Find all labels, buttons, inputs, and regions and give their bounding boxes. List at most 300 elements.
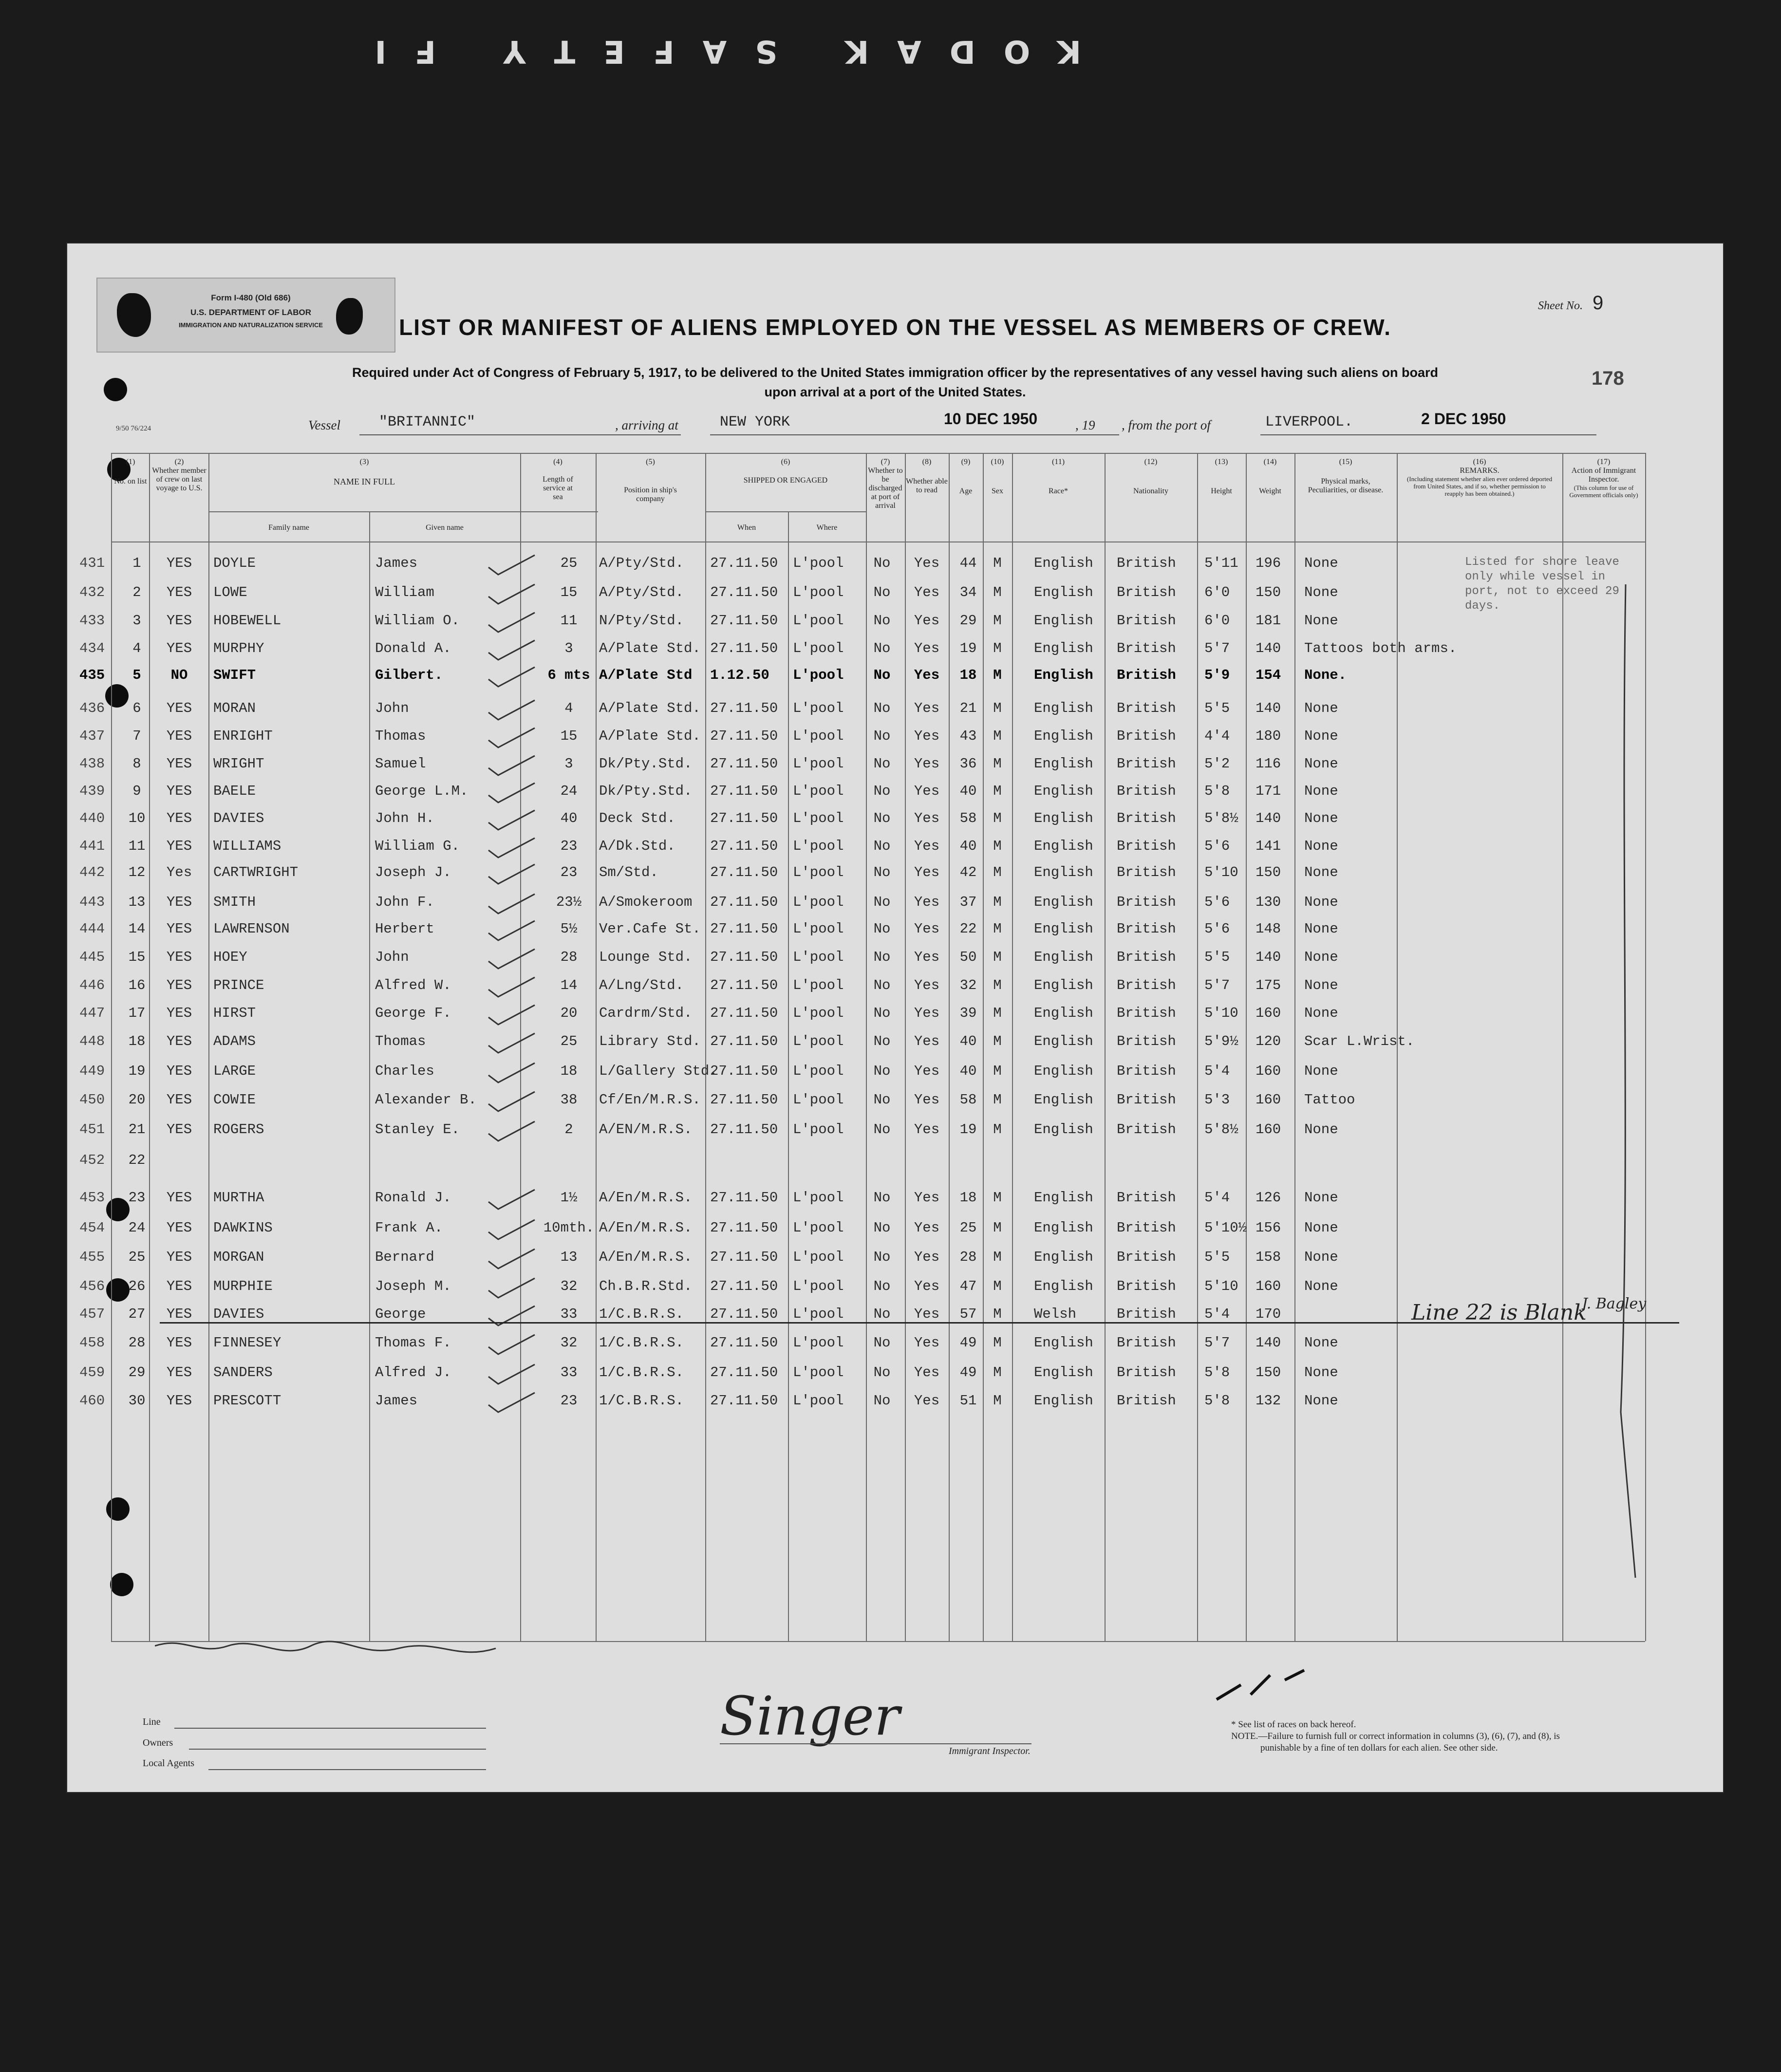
shipped-when: 27.11.50 <box>710 1393 778 1409</box>
nationality: British <box>1117 1306 1176 1322</box>
age: 47 <box>959 1278 977 1294</box>
previous-voyage: YES <box>166 613 192 629</box>
shipped-where: L'pool <box>793 838 844 854</box>
nationality: British <box>1117 977 1176 993</box>
shipped-where: L'pool <box>793 864 844 880</box>
list-line-number: 453 <box>79 1190 105 1206</box>
nationality: British <box>1117 756 1176 772</box>
given-name: Samuel <box>375 756 426 772</box>
length-of-service: 25 <box>560 555 578 571</box>
underline <box>208 1769 486 1770</box>
weight: 148 <box>1256 921 1281 937</box>
checkmark-icon <box>486 698 540 722</box>
sheet-number-label: Sheet No. <box>1538 299 1583 312</box>
checkmark-icon <box>486 610 540 635</box>
ship-position: 1/C.B.R.S. <box>599 1364 684 1381</box>
given-name: Joseph M. <box>375 1278 451 1294</box>
age: 49 <box>959 1364 977 1381</box>
able-to-read: Yes <box>914 1033 940 1049</box>
ship-position: Cf/En/M.R.S. <box>599 1092 701 1108</box>
weight: 156 <box>1256 1220 1281 1236</box>
list-line-number: 457 <box>79 1306 105 1322</box>
weight: 140 <box>1256 810 1281 826</box>
table-row <box>67 1152 1723 1186</box>
shipped-when: 27.11.50 <box>710 1249 778 1265</box>
header-col9: (9) Age <box>959 458 973 495</box>
able-to-read: Yes <box>914 1249 940 1265</box>
length-of-service: 33 <box>560 1306 578 1322</box>
age: 19 <box>959 1121 977 1138</box>
shipped-where: L'pool <box>793 1278 844 1294</box>
ship-position: A/Plate Std. <box>599 728 701 744</box>
nationality: British <box>1117 555 1176 571</box>
shipped-when: 27.11.50 <box>710 1190 778 1206</box>
ship-position: A/Pty/Std. <box>599 584 684 600</box>
age: 57 <box>959 1306 977 1322</box>
row-number: 21 <box>128 1121 146 1138</box>
physical-marks: None <box>1304 1190 1338 1206</box>
weight: 160 <box>1256 1005 1281 1021</box>
discharged: No <box>873 756 891 772</box>
punch-hole <box>110 1573 133 1596</box>
able-to-read: Yes <box>914 894 940 910</box>
discharged: No <box>873 1033 891 1049</box>
race: English <box>1034 756 1093 772</box>
able-to-read: Yes <box>914 756 940 772</box>
able-to-read: Yes <box>914 864 940 880</box>
checkmark-icon <box>486 1217 540 1242</box>
able-to-read: Yes <box>914 1121 940 1138</box>
family-name: DOYLE <box>213 555 256 571</box>
row-number: 27 <box>128 1306 146 1322</box>
age: 29 <box>959 613 977 629</box>
weight: 175 <box>1256 977 1281 993</box>
age: 44 <box>959 555 977 571</box>
sex: M <box>993 1005 1002 1021</box>
list-line-number: 455 <box>79 1249 105 1265</box>
sex: M <box>993 1306 1002 1322</box>
discharged: No <box>873 1005 891 1021</box>
family-name: BAELE <box>213 783 256 799</box>
physical-marks: None <box>1304 1393 1338 1409</box>
sex: M <box>993 1278 1002 1294</box>
form-code: 9/50 76/224 <box>116 425 151 432</box>
length-of-service: 24 <box>560 783 578 799</box>
sex: M <box>993 1190 1002 1206</box>
nationality: British <box>1117 640 1176 656</box>
sex: M <box>993 838 1002 854</box>
height: 5'11 <box>1204 555 1238 571</box>
physical-marks: None <box>1304 1249 1338 1265</box>
ship-position: A/Plate Std. <box>599 700 701 716</box>
row-number: 16 <box>128 977 146 993</box>
nationality: British <box>1117 921 1176 937</box>
checkmark-icon <box>486 753 540 778</box>
row-number: 19 <box>128 1063 146 1079</box>
race: English <box>1034 1190 1093 1206</box>
sex: M <box>993 864 1002 880</box>
checkmark-icon <box>486 918 540 943</box>
sex: M <box>993 810 1002 826</box>
previous-voyage: YES <box>166 838 192 854</box>
shipped-when: 27.11.50 <box>710 894 778 910</box>
ship-position: Lounge Std. <box>599 949 693 965</box>
nationality: British <box>1117 1033 1176 1049</box>
weight: 150 <box>1256 584 1281 600</box>
row-number: 22 <box>128 1152 146 1168</box>
race: English <box>1034 1063 1093 1079</box>
given-name: George L.M. <box>375 783 469 799</box>
checkmark-icon <box>486 1187 540 1212</box>
age: 18 <box>959 1190 977 1206</box>
previous-voyage: Yes <box>166 864 192 880</box>
header-where: Where <box>816 523 838 532</box>
discharged: No <box>873 1278 891 1294</box>
height: 5'10 <box>1204 864 1238 880</box>
sex: M <box>993 640 1002 656</box>
header-bottom-rule <box>111 541 1645 542</box>
family-name: ROGERS <box>213 1121 264 1138</box>
able-to-read: Yes <box>914 555 940 571</box>
given-name: Stanley E. <box>375 1121 460 1138</box>
height: 5'6 <box>1204 894 1230 910</box>
discharged: No <box>873 1190 891 1206</box>
length-of-service: 38 <box>560 1092 578 1108</box>
ship-position: N/Pty/Std. <box>599 613 684 629</box>
age: 39 <box>959 1005 977 1021</box>
shipped-where: L'pool <box>793 640 844 656</box>
able-to-read: Yes <box>914 810 940 826</box>
race: English <box>1034 1335 1093 1351</box>
table-row <box>67 1033 1723 1067</box>
nationality: British <box>1117 613 1176 629</box>
list-line-number: 447 <box>79 1005 105 1021</box>
footnote-penalty-cont: punishable by a fine of ten dollars for each alien. See other side. <box>1260 1743 1498 1753</box>
sex: M <box>993 1033 1002 1049</box>
list-line-number: 436 <box>79 700 105 716</box>
able-to-read: Yes <box>914 1364 940 1381</box>
length-of-service: 6 mts <box>547 667 590 683</box>
given-name: John F. <box>375 894 434 910</box>
race: English <box>1034 894 1093 910</box>
race: English <box>1034 1121 1093 1138</box>
underline <box>359 434 681 435</box>
able-to-read: Yes <box>914 613 940 629</box>
age: 42 <box>959 864 977 880</box>
family-name: LOWE <box>213 584 247 600</box>
race: English <box>1034 949 1093 965</box>
nationality: British <box>1117 1092 1176 1108</box>
discharged: No <box>873 700 891 716</box>
shipped-when: 27.11.50 <box>710 1092 778 1108</box>
race: English <box>1034 1364 1093 1381</box>
race: English <box>1034 1249 1093 1265</box>
shipped-when: 27.11.50 <box>710 921 778 937</box>
row-number: 2 <box>132 584 141 600</box>
family-name: CARTWRIGHT <box>213 864 299 880</box>
age: 18 <box>959 667 977 683</box>
length-of-service: 32 <box>560 1335 578 1351</box>
able-to-read: Yes <box>914 667 940 683</box>
row-number: 29 <box>128 1364 146 1381</box>
race: English <box>1034 640 1093 656</box>
given-name: Alfred W. <box>375 977 451 993</box>
previous-voyage: YES <box>166 555 192 571</box>
row-number: 4 <box>132 640 141 656</box>
nationality: British <box>1117 728 1176 744</box>
departure-port: LIVERPOOL. <box>1265 414 1353 430</box>
weight: 160 <box>1256 1278 1281 1294</box>
list-line-number: 454 <box>79 1220 105 1236</box>
shipped-when: 27.11.50 <box>710 756 778 772</box>
height: 5'4 <box>1204 1190 1230 1206</box>
list-line-number: 450 <box>79 1092 105 1108</box>
race: English <box>1034 667 1093 683</box>
inspector-signature: Singer <box>720 1685 900 1747</box>
ship-position: A/Plate Std. <box>599 640 701 656</box>
checkmark-icon <box>486 947 540 971</box>
ship-position: Cardrm/Std. <box>599 1005 693 1021</box>
discharged: No <box>873 1335 891 1351</box>
shipped-where: L'pool <box>793 1306 844 1322</box>
able-to-read: Yes <box>914 1393 940 1409</box>
shipped-when: 27.11.50 <box>710 864 778 880</box>
given-name: Ronald J. <box>375 1190 451 1206</box>
height: 5'5 <box>1204 1249 1230 1265</box>
shipped-where: L'pool <box>793 1092 844 1108</box>
height: 5'8 <box>1204 1393 1230 1409</box>
checkmark-icon <box>486 1247 540 1271</box>
able-to-read: Yes <box>914 921 940 937</box>
able-to-read: Yes <box>914 1063 940 1079</box>
list-line-number: 440 <box>79 810 105 826</box>
ship-position: L/Gallery Std. <box>599 1063 718 1079</box>
underline <box>174 1728 486 1729</box>
nationality: British <box>1117 783 1176 799</box>
race: English <box>1034 1092 1093 1108</box>
checkmark-icon <box>486 1276 540 1300</box>
previous-voyage: YES <box>166 700 192 716</box>
header-when: When <box>737 523 756 532</box>
nationality: British <box>1117 810 1176 826</box>
discharged: No <box>873 864 891 880</box>
row-number: 14 <box>128 921 146 937</box>
header-col8: (8) Whether able to read <box>906 458 948 494</box>
length-of-service: 33 <box>560 1364 578 1381</box>
age: 34 <box>959 584 977 600</box>
discharged: No <box>873 838 891 854</box>
height: 5'8 <box>1204 783 1230 799</box>
length-of-service: 23 <box>560 838 578 854</box>
length-of-service: 14 <box>560 977 578 993</box>
weight: 160 <box>1256 1063 1281 1079</box>
table-row <box>67 667 1723 701</box>
able-to-read: Yes <box>914 1306 940 1322</box>
vessel-name: "BRITANNIC" <box>379 414 476 430</box>
age: 32 <box>959 977 977 993</box>
signature-underline <box>720 1743 1031 1744</box>
discharged: No <box>873 728 891 744</box>
row-number: 17 <box>128 1005 146 1021</box>
header-col12: (12) Nationality <box>1133 458 1168 495</box>
shipped-where: L'pool <box>793 949 844 965</box>
family-name: HIRST <box>213 1005 256 1021</box>
underline <box>1260 434 1596 435</box>
header-col13: (13) Height <box>1211 458 1232 495</box>
header-family-name: Family name <box>268 523 309 532</box>
header-col10: (10) Sex <box>991 458 1004 495</box>
previous-voyage: YES <box>166 1092 192 1108</box>
discharged: No <box>873 1121 891 1138</box>
physical-marks: None <box>1304 1364 1338 1381</box>
sex: M <box>993 667 1002 683</box>
checkmark-icon <box>486 781 540 805</box>
ship-position: Ver.Cafe St. <box>599 921 701 937</box>
header-col16: (16) REMARKS. (Including statement whether alien ever ordered deported from United States, and if so, whether permission to reapply has been obtained.) <box>1406 458 1553 497</box>
race: English <box>1034 783 1093 799</box>
previous-voyage: YES <box>166 1220 192 1236</box>
family-name: PRESCOTT <box>213 1393 281 1409</box>
race: English <box>1034 555 1093 571</box>
age: 25 <box>959 1220 977 1236</box>
previous-voyage: YES <box>166 921 192 937</box>
inspector-initials: J. Bagley <box>1582 1295 1647 1312</box>
row-number: 30 <box>128 1393 146 1409</box>
list-line-number: 434 <box>79 640 105 656</box>
family-name: PRINCE <box>213 977 264 993</box>
shipped-when: 27.11.50 <box>710 838 778 854</box>
family-name: WILLIAMS <box>213 838 281 854</box>
family-name: DAWKINS <box>213 1220 273 1236</box>
shipped-when: 27.11.50 <box>710 728 778 744</box>
previous-voyage: YES <box>166 1033 192 1049</box>
height: 5'3 <box>1204 1092 1230 1108</box>
footnote-races: * See list of races on back hereof. <box>1231 1719 1356 1730</box>
weight: 180 <box>1256 728 1281 744</box>
row-number: 8 <box>132 756 141 772</box>
age: 49 <box>959 1335 977 1351</box>
row-number: 10 <box>128 810 146 826</box>
row-number: 24 <box>128 1220 146 1236</box>
able-to-read: Yes <box>914 949 940 965</box>
family-name: SWIFT <box>213 667 256 683</box>
row-number: 28 <box>128 1335 146 1351</box>
shipped-when: 27.11.50 <box>710 810 778 826</box>
age: 21 <box>959 700 977 716</box>
shipped-subheader-rule <box>705 511 866 512</box>
previous-voyage: YES <box>166 640 192 656</box>
discharged: No <box>873 894 891 910</box>
checkmark-icon <box>486 1119 540 1143</box>
height: 5'7 <box>1204 1335 1230 1351</box>
sex: M <box>993 949 1002 965</box>
ship-position: A/En/M.R.S. <box>599 1190 693 1206</box>
list-line-number: 456 <box>79 1278 105 1294</box>
shipped-where: L'pool <box>793 584 844 600</box>
nationality: British <box>1117 838 1176 854</box>
shipped-when: 27.11.50 <box>710 1364 778 1381</box>
sex: M <box>993 783 1002 799</box>
physical-marks: Scar L.Wrist. <box>1304 1033 1415 1049</box>
physical-marks: None <box>1304 1220 1338 1236</box>
ship-position: Deck Std. <box>599 810 675 826</box>
shipped-when: 27.11.50 <box>710 555 778 571</box>
nationality: British <box>1117 1063 1176 1079</box>
shipped-where: L'pool <box>793 1063 844 1079</box>
row-number: 7 <box>132 728 141 744</box>
sex: M <box>993 921 1002 937</box>
list-line-number: 438 <box>79 756 105 772</box>
given-name: Gilbert. <box>375 667 443 683</box>
list-line-number: 448 <box>79 1033 105 1049</box>
family-name: WRIGHT <box>213 756 264 772</box>
family-name: MORGAN <box>213 1249 264 1265</box>
physical-marks: Tattoo <box>1304 1092 1355 1108</box>
race: English <box>1034 810 1093 826</box>
race: English <box>1034 838 1093 854</box>
underline <box>710 434 1119 435</box>
nationality: British <box>1117 864 1176 880</box>
list-line-number: 445 <box>79 949 105 965</box>
age: 58 <box>959 810 977 826</box>
weight: 120 <box>1256 1033 1281 1049</box>
height: 5'10½ <box>1204 1220 1247 1236</box>
weight: 171 <box>1256 783 1281 799</box>
race: English <box>1034 864 1093 880</box>
shipped-when: 27.11.50 <box>710 613 778 629</box>
able-to-read: Yes <box>914 1092 940 1108</box>
shipped-where: L'pool <box>793 728 844 744</box>
height: 5'4 <box>1204 1306 1230 1322</box>
shipped-where: L'pool <box>793 1393 844 1409</box>
family-name: ADAMS <box>213 1033 256 1049</box>
row-number: 13 <box>128 894 146 910</box>
service-name: IMMIGRATION AND NATURALIZATION SERVICE <box>178 321 323 329</box>
checkmark-icon <box>486 1061 540 1085</box>
weight: 141 <box>1256 838 1281 854</box>
given-name: William <box>375 584 434 600</box>
weight: 116 <box>1256 756 1281 772</box>
weight: 181 <box>1256 613 1281 629</box>
shipped-when: 27.11.50 <box>710 1005 778 1021</box>
length-of-service: 10mth. <box>543 1220 595 1236</box>
sex: M <box>993 894 1002 910</box>
physical-marks: None <box>1304 584 1338 600</box>
shipped-when: 27.11.50 <box>710 977 778 993</box>
height: 5'8½ <box>1204 1121 1238 1138</box>
previous-voyage: YES <box>166 584 192 600</box>
table-row <box>67 1092 1723 1126</box>
list-line-number: 451 <box>79 1121 105 1138</box>
height: 5'2 <box>1204 756 1230 772</box>
length-of-service: 13 <box>560 1249 578 1265</box>
checkmark-icon <box>486 1390 540 1415</box>
sheet-number <box>1538 292 1603 314</box>
nationality: British <box>1117 1220 1176 1236</box>
list-line-number: 433 <box>79 613 105 629</box>
given-name: William O. <box>375 613 460 629</box>
race: English <box>1034 921 1093 937</box>
footer-line-label: Line <box>143 1717 161 1727</box>
previous-voyage: YES <box>166 894 192 910</box>
age: 51 <box>959 1393 977 1409</box>
vessel-label: Vessel <box>308 418 340 432</box>
weight: 150 <box>1256 864 1281 880</box>
age: 22 <box>959 921 977 937</box>
sex: M <box>993 584 1002 600</box>
age: 40 <box>959 783 977 799</box>
family-name: LAWRENSON <box>213 921 290 937</box>
